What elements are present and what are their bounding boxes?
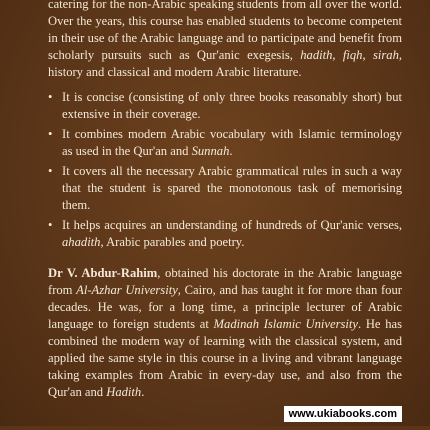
intro-term-fiqh: fiqh	[342, 48, 363, 62]
intro-text: , history and classical and modern Arabic literature.	[48, 48, 403, 79]
intro-term-hadith: hadith	[300, 48, 333, 62]
intro-text: ,	[332, 48, 343, 62]
intro-term-sirah: sirah	[372, 48, 399, 62]
feature-list	[48, 89, 402, 251]
university-name: Madinah Islamic University	[213, 317, 358, 331]
feature-item: • It covers all the necessary Arabic grammatical rules in such a way that the student is spared the monotonous task of memorising them.	[48, 164, 402, 212]
feature-item: • It helps acquires an understanding of hundreds of Qur'anic verses, ahadith, Arabic parables and poetry.	[48, 218, 402, 249]
intro-text: catering for the non-Arabic speaking students from all over the world. Over the years, this course has enabled students to become competent in their use of the Arabic language and to participate and benefit from scholarly pursuits such as Qur'anic exegesis,	[48, 0, 402, 62]
bullet-icon: •	[48, 218, 53, 232]
bullet-icon: •	[48, 90, 53, 104]
intro-text: ,	[362, 48, 373, 62]
feature-item: • It is concise (consisting of only three books reasonably short) but extensive in their coverage.	[48, 90, 402, 121]
author-bio: Dr V. Abdur-Rahim, obtained his doctorate in the Arabic language from Al-Azhar University, Cairo, and has taught it for more than four decades. He was, for a long time, a principle lecturer of Arabic language to foreign students at Madinah Islamic University. He has combined the modern way of learning with the classical system, and applied the same style in this course in a living and vibrant language taking examples from Arabic in every-day use, and also from the Qur'an and Hadith.	[48, 266, 403, 399]
website-link[interactable]: www.ukiabooks.com	[284, 406, 402, 422]
bullet-icon: •	[48, 164, 53, 178]
university-name: Al-Azhar University	[76, 283, 178, 297]
author-name: Dr V. Abdur-Rahim	[48, 266, 158, 280]
feature-item: • It combines modern Arabic vocabulary with Islamic terminology as used in the Qur'an and Sunnah.	[48, 127, 402, 158]
term-hadith: Hadith	[106, 385, 142, 399]
bullet-icon: •	[48, 127, 53, 141]
intro-paragraph	[48, 0, 402, 81]
